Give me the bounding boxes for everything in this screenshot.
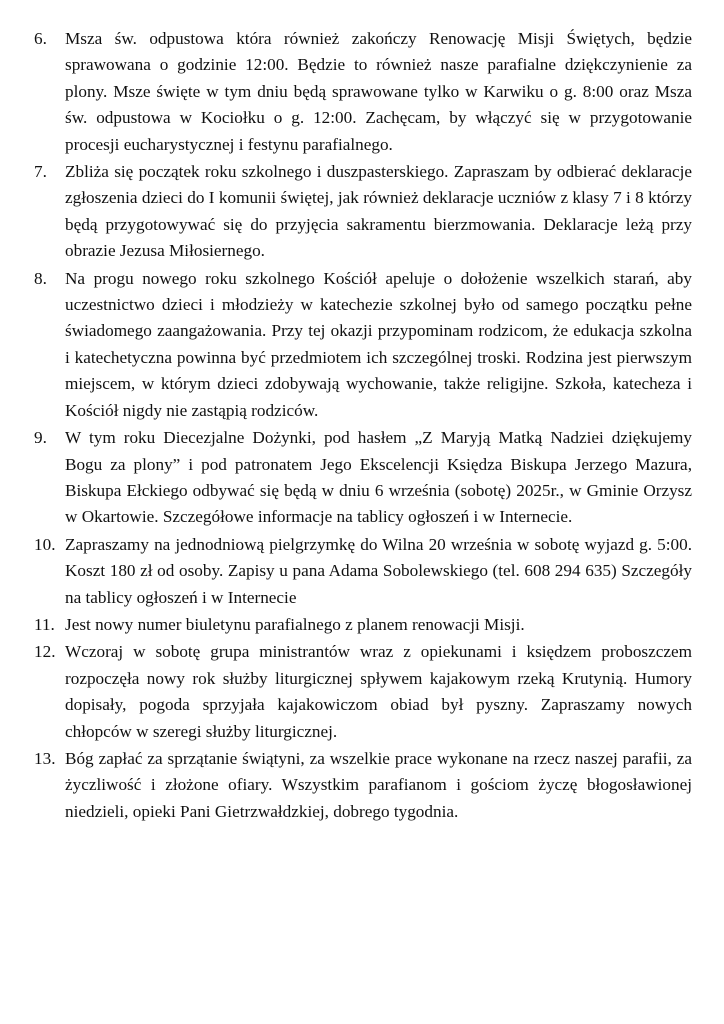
item-number: 7. bbox=[34, 162, 47, 182]
item-text: Zbliża się początek roku szkolnego i duszpasterskiego. Zapraszam by odbierać deklaracje zgłoszenia dzieci do I komunii świętej, jak również deklaracje uczniów z klasy 7 i 8 którzy będą przygotowywać się do przyjęcia sakramentu bierzmowania. Deklaracje leżą przy obrazie Jezusa Miłosiernego. bbox=[65, 162, 692, 261]
announcement-list bbox=[34, 26, 692, 826]
item-number: 12. bbox=[34, 642, 56, 662]
item-text: Na progu nowego roku szkolnego Kościół apeluje o dołożenie wszelkich starań, aby uczestnictwo dzieci i młodzieży w katechezie szkolnej było od samego początku pełne świadomego zaangażowania. Przy tej okazji przypominam rodzicom, że edukacja szkolna i katechetyczna powinna być przedmiotem ich szczególnej troski. Rodzina jest pierwszym miejscem, w którym dzieci zdobywają wychowanie, także religijne. Szkoła, katecheza i Kościół nigdy nie zastąpią rodziców. bbox=[65, 268, 692, 420]
announcement-item bbox=[34, 612, 692, 638]
announcement-item bbox=[34, 639, 692, 745]
announcement-item bbox=[34, 159, 692, 265]
announcement-item bbox=[34, 532, 692, 611]
item-number: 9. bbox=[34, 428, 47, 448]
announcement-item bbox=[34, 425, 692, 531]
item-number: 10. bbox=[34, 534, 56, 554]
item-text: Jest nowy numer biuletynu parafialnego z planem renowacji Misji. bbox=[65, 614, 525, 634]
item-number: 13. bbox=[34, 748, 56, 768]
item-number: 11. bbox=[34, 614, 55, 634]
item-text: Zapraszamy na jednodniową pielgrzymkę do Wilna 20 września w sobotę wyjazd g. 5:00. Koszt 180 zł od osoby. Zapisy u pana Adama Sobolewskiego (tel. 608 294 635) Szczegóły na tablicy ogłoszeń i w Internecie bbox=[65, 534, 692, 607]
item-text: Msza św. odpustowa która również zakończy Renowację Misji Świętych, będzie sprawowana o godzinie 12:00. Będzie to również nasze parafialne dziękczynienie za plony. Msze święte w tym dniu będą sprawowane tylko w Karwiku o g. 8:00 oraz Msza św. odpustowa w Kociołku o g. 12:00. Zachęcam, by włączyć się w przygotowanie procesji eucharystycznej i festynu parafialnego. bbox=[65, 29, 692, 154]
announcement-item bbox=[34, 266, 692, 424]
item-number: 8. bbox=[34, 268, 47, 288]
announcement-item bbox=[34, 26, 692, 158]
item-text: Bóg zapłać za sprzątanie świątyni, za wszelkie prace wykonane na rzecz naszej parafii, za życzliwość i złożone ofiary. Wszystkim parafianom i gościom życzę błogosławionej niedzieli, opieki Pani Gietrzwałdzkiej, dobrego tygodnia. bbox=[65, 748, 692, 821]
announcement-item bbox=[34, 746, 692, 825]
item-number: 6. bbox=[34, 29, 47, 48]
item-text: Wczoraj w sobotę grupa ministrantów wraz z opiekunami i księdzem proboszczem rozpoczęła nowy rok służby liturgicznej spływem kajakowym rzeką Krutynią. Humory dopisały, pogoda sprzyjała kajakowiczom obiad był pyszny. Zapraszamy nowych chłopców w szeregi służby liturgicznej. bbox=[65, 642, 692, 741]
item-text: W tym roku Diecezjalne Dożynki, pod hasłem „Z Maryją Matką Nadziei dziękujemy Bogu za plony” i pod patronatem Jego Ekscelencji Księdza Biskupa Jerzego Mazura, Biskupa Ełckiego odbywać się będą w dniu 6 września (sobotę) 2025r., w Gminie Orzysz w Okartowie. Szczegółowe informacje na tablicy ogłoszeń i w Internecie. bbox=[65, 428, 692, 527]
